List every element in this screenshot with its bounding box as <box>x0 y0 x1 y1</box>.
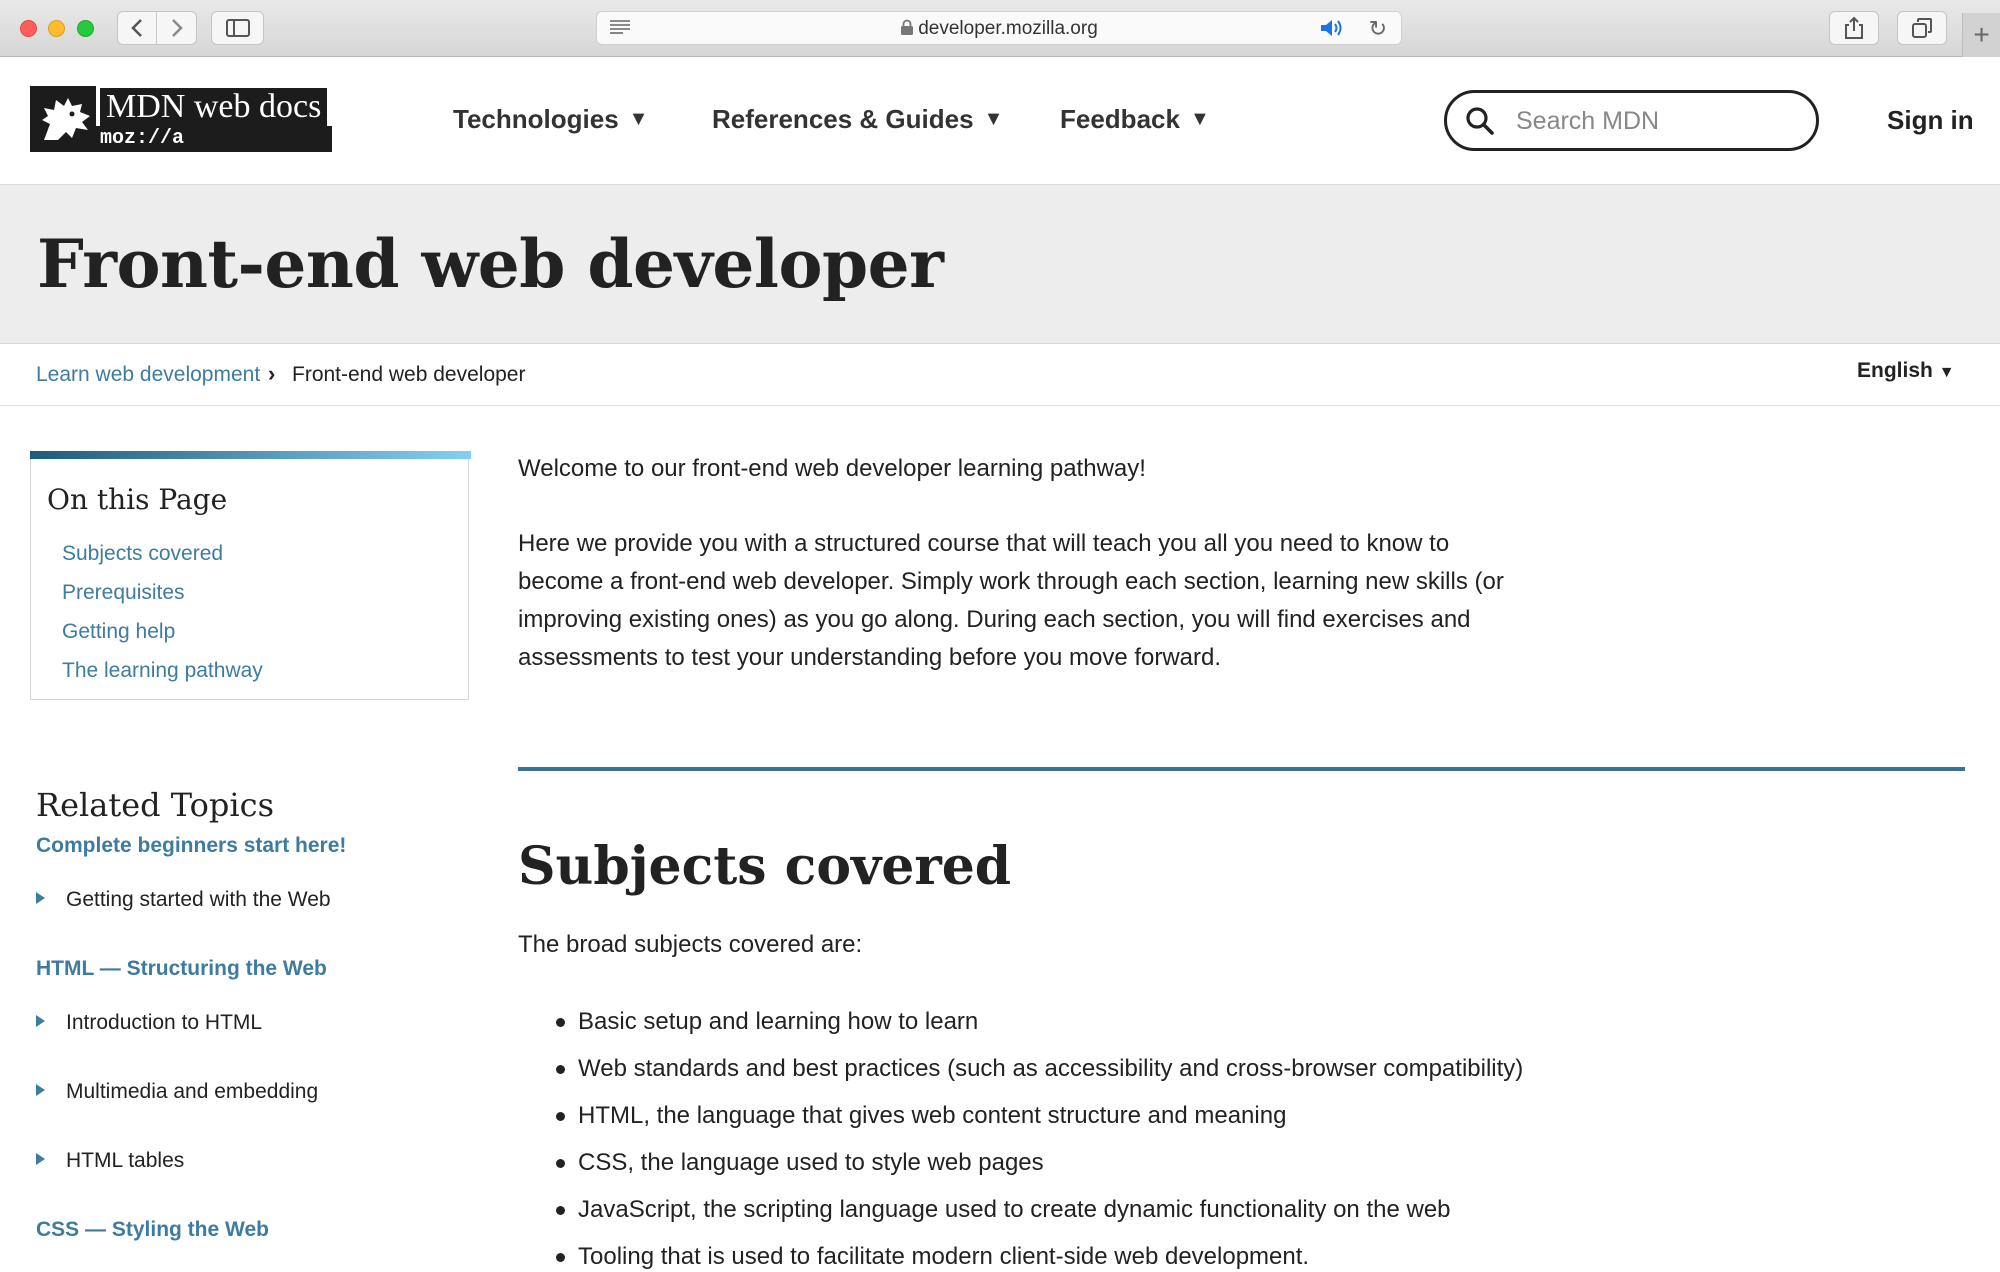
site-header <box>0 57 2000 185</box>
back-button[interactable] <box>118 12 157 44</box>
tabs-overview-icon <box>1911 17 1933 39</box>
list-item <box>518 1050 1523 1097</box>
forward-button[interactable] <box>157 12 196 44</box>
new-tab-button[interactable] <box>1962 13 2000 57</box>
toc-heading: On this Page <box>47 483 228 516</box>
chevron-left-icon <box>130 18 144 38</box>
bullet-icon <box>556 1253 565 1262</box>
bullet-icon <box>556 1159 565 1168</box>
share-button[interactable] <box>1829 11 1879 45</box>
related-item-label: Multimedia and embedding <box>66 1080 319 1103</box>
related-item-html-tables[interactable] <box>36 1149 184 1173</box>
list-item-text: Tooling that is used to facilitate modern client-side web development. <box>578 1243 1310 1270</box>
list-item-text: HTML, the language that gives web content structure and meaning <box>578 1102 1287 1129</box>
url-text <box>597 18 1401 40</box>
toc-link-subjects-covered[interactable]: Subjects covered <box>62 542 224 565</box>
address-bar[interactable] <box>596 11 1402 45</box>
history-nav <box>117 11 197 45</box>
related-item-getting-started[interactable] <box>36 888 331 912</box>
related-item-intro-html[interactable] <box>36 1011 262 1035</box>
intro-paragraph: Welcome to our front-end web developer learning pathway! <box>518 455 1146 482</box>
related-group-beginners[interactable]: Complete beginners start here! <box>36 834 347 857</box>
toc-accent-bar <box>30 451 471 459</box>
chevron-right-icon: › <box>268 361 276 386</box>
plus-icon: + <box>1973 19 1990 50</box>
reload-icon[interactable]: ↻ <box>1368 16 1387 41</box>
caret-down-icon: ▼ <box>1938 364 1955 381</box>
browser-toolbar <box>0 0 2000 57</box>
language-selector[interactable] <box>1857 359 1955 383</box>
list-item <box>518 1003 1523 1050</box>
url-label: developer.mozilla.org <box>918 18 1098 39</box>
on-this-page-box <box>30 451 469 700</box>
section-heading-subjects: Subjects covered <box>518 836 1012 897</box>
expand-triangle-icon <box>36 1084 45 1096</box>
close-window-button[interactable] <box>20 20 37 37</box>
list-item-text: CSS, the language used to style web pages <box>578 1149 1044 1176</box>
logo-title: MDN web docs <box>100 88 327 126</box>
list-item <box>518 1144 1523 1191</box>
bullet-icon <box>556 1206 565 1215</box>
section-intro: The broad subjects covered are: <box>518 931 863 958</box>
expand-triangle-icon <box>36 892 45 904</box>
related-group-css[interactable]: CSS — Styling the Web <box>36 1218 269 1241</box>
breadcrumb-parent-link[interactable]: Learn web development <box>36 363 261 386</box>
language-label: English <box>1857 359 1933 382</box>
zoom-window-button[interactable] <box>77 20 94 37</box>
expand-triangle-icon <box>36 1153 45 1165</box>
list-item-text: Web standards and best practices (such as accessibility and cross-browser compatibility) <box>578 1055 1524 1082</box>
mdn-logo[interactable] <box>30 86 332 152</box>
nav-references-guides[interactable] <box>712 104 1003 135</box>
minimize-window-button[interactable] <box>48 20 65 37</box>
expand-triangle-icon <box>36 1015 45 1027</box>
mozilla-wordmark: moz://a <box>100 127 185 150</box>
list-item <box>518 1238 1523 1272</box>
nav-references-label: References & Guides <box>712 104 974 134</box>
description-paragraph: Here we provide you with a structured course that will teach you all you need to know to become a front-end web developer. Simply work through each section, learning new skills (or improving existing ones) as you go along. During each section, you will find exercises and assessments to test your understanding before you move forward. <box>518 530 1504 671</box>
related-item-multimedia[interactable] <box>36 1080 318 1104</box>
caret-down-icon: ▼ <box>628 108 649 130</box>
search-placeholder: Search MDN <box>1516 107 1660 135</box>
search-input[interactable] <box>1444 90 1819 151</box>
toc-link-learning-pathway[interactable]: The learning pathway <box>62 659 263 682</box>
related-item-label: Introduction to HTML <box>66 1011 263 1034</box>
search-icon <box>1465 106 1495 136</box>
sign-in-link[interactable]: Sign in <box>1887 105 1974 135</box>
list-item-text: JavaScript, the scripting language used to create dynamic functionality on the web <box>578 1196 1451 1223</box>
bullet-icon <box>556 1112 565 1121</box>
nav-technologies-label: Technologies <box>453 104 619 134</box>
related-item-label: Getting started with the Web <box>66 888 331 911</box>
nav-technologies[interactable] <box>453 104 648 135</box>
list-item <box>518 1191 1523 1238</box>
dinosaur-icon <box>36 94 94 144</box>
breadcrumb <box>0 345 2000 406</box>
sidebar-toggle-button[interactable] <box>211 11 264 45</box>
subjects-list <box>518 1003 1523 1272</box>
chevron-right-icon <box>170 18 184 38</box>
toc-link-getting-help[interactable]: Getting help <box>62 620 176 643</box>
bullet-icon <box>556 1065 565 1074</box>
speaker-icon[interactable] <box>1319 18 1345 44</box>
bullet-icon <box>556 1018 565 1027</box>
show-tabs-button[interactable] <box>1897 11 1947 45</box>
page-title: Front-end web developer <box>37 225 944 303</box>
nav-feedback[interactable] <box>1060 104 1210 135</box>
sidebar-icon <box>226 19 250 37</box>
related-group-html[interactable]: HTML — Structuring the Web <box>36 957 327 980</box>
list-item-text: Basic setup and learning how to learn <box>578 1008 979 1035</box>
related-topics-heading: Related Topics <box>36 786 274 824</box>
lock-icon <box>900 19 914 36</box>
caret-down-icon: ▼ <box>983 108 1004 130</box>
section-divider <box>518 767 1965 771</box>
nav-feedback-label: Feedback <box>1060 104 1180 134</box>
page-title-band <box>0 185 2000 344</box>
share-icon <box>1844 16 1864 40</box>
list-item <box>518 1097 1523 1144</box>
breadcrumb-current: Front-end web developer <box>292 363 526 386</box>
caret-down-icon: ▼ <box>1189 108 1210 130</box>
related-item-label: HTML tables <box>66 1149 185 1172</box>
toc-link-prerequisites[interactable]: Prerequisites <box>62 581 185 604</box>
